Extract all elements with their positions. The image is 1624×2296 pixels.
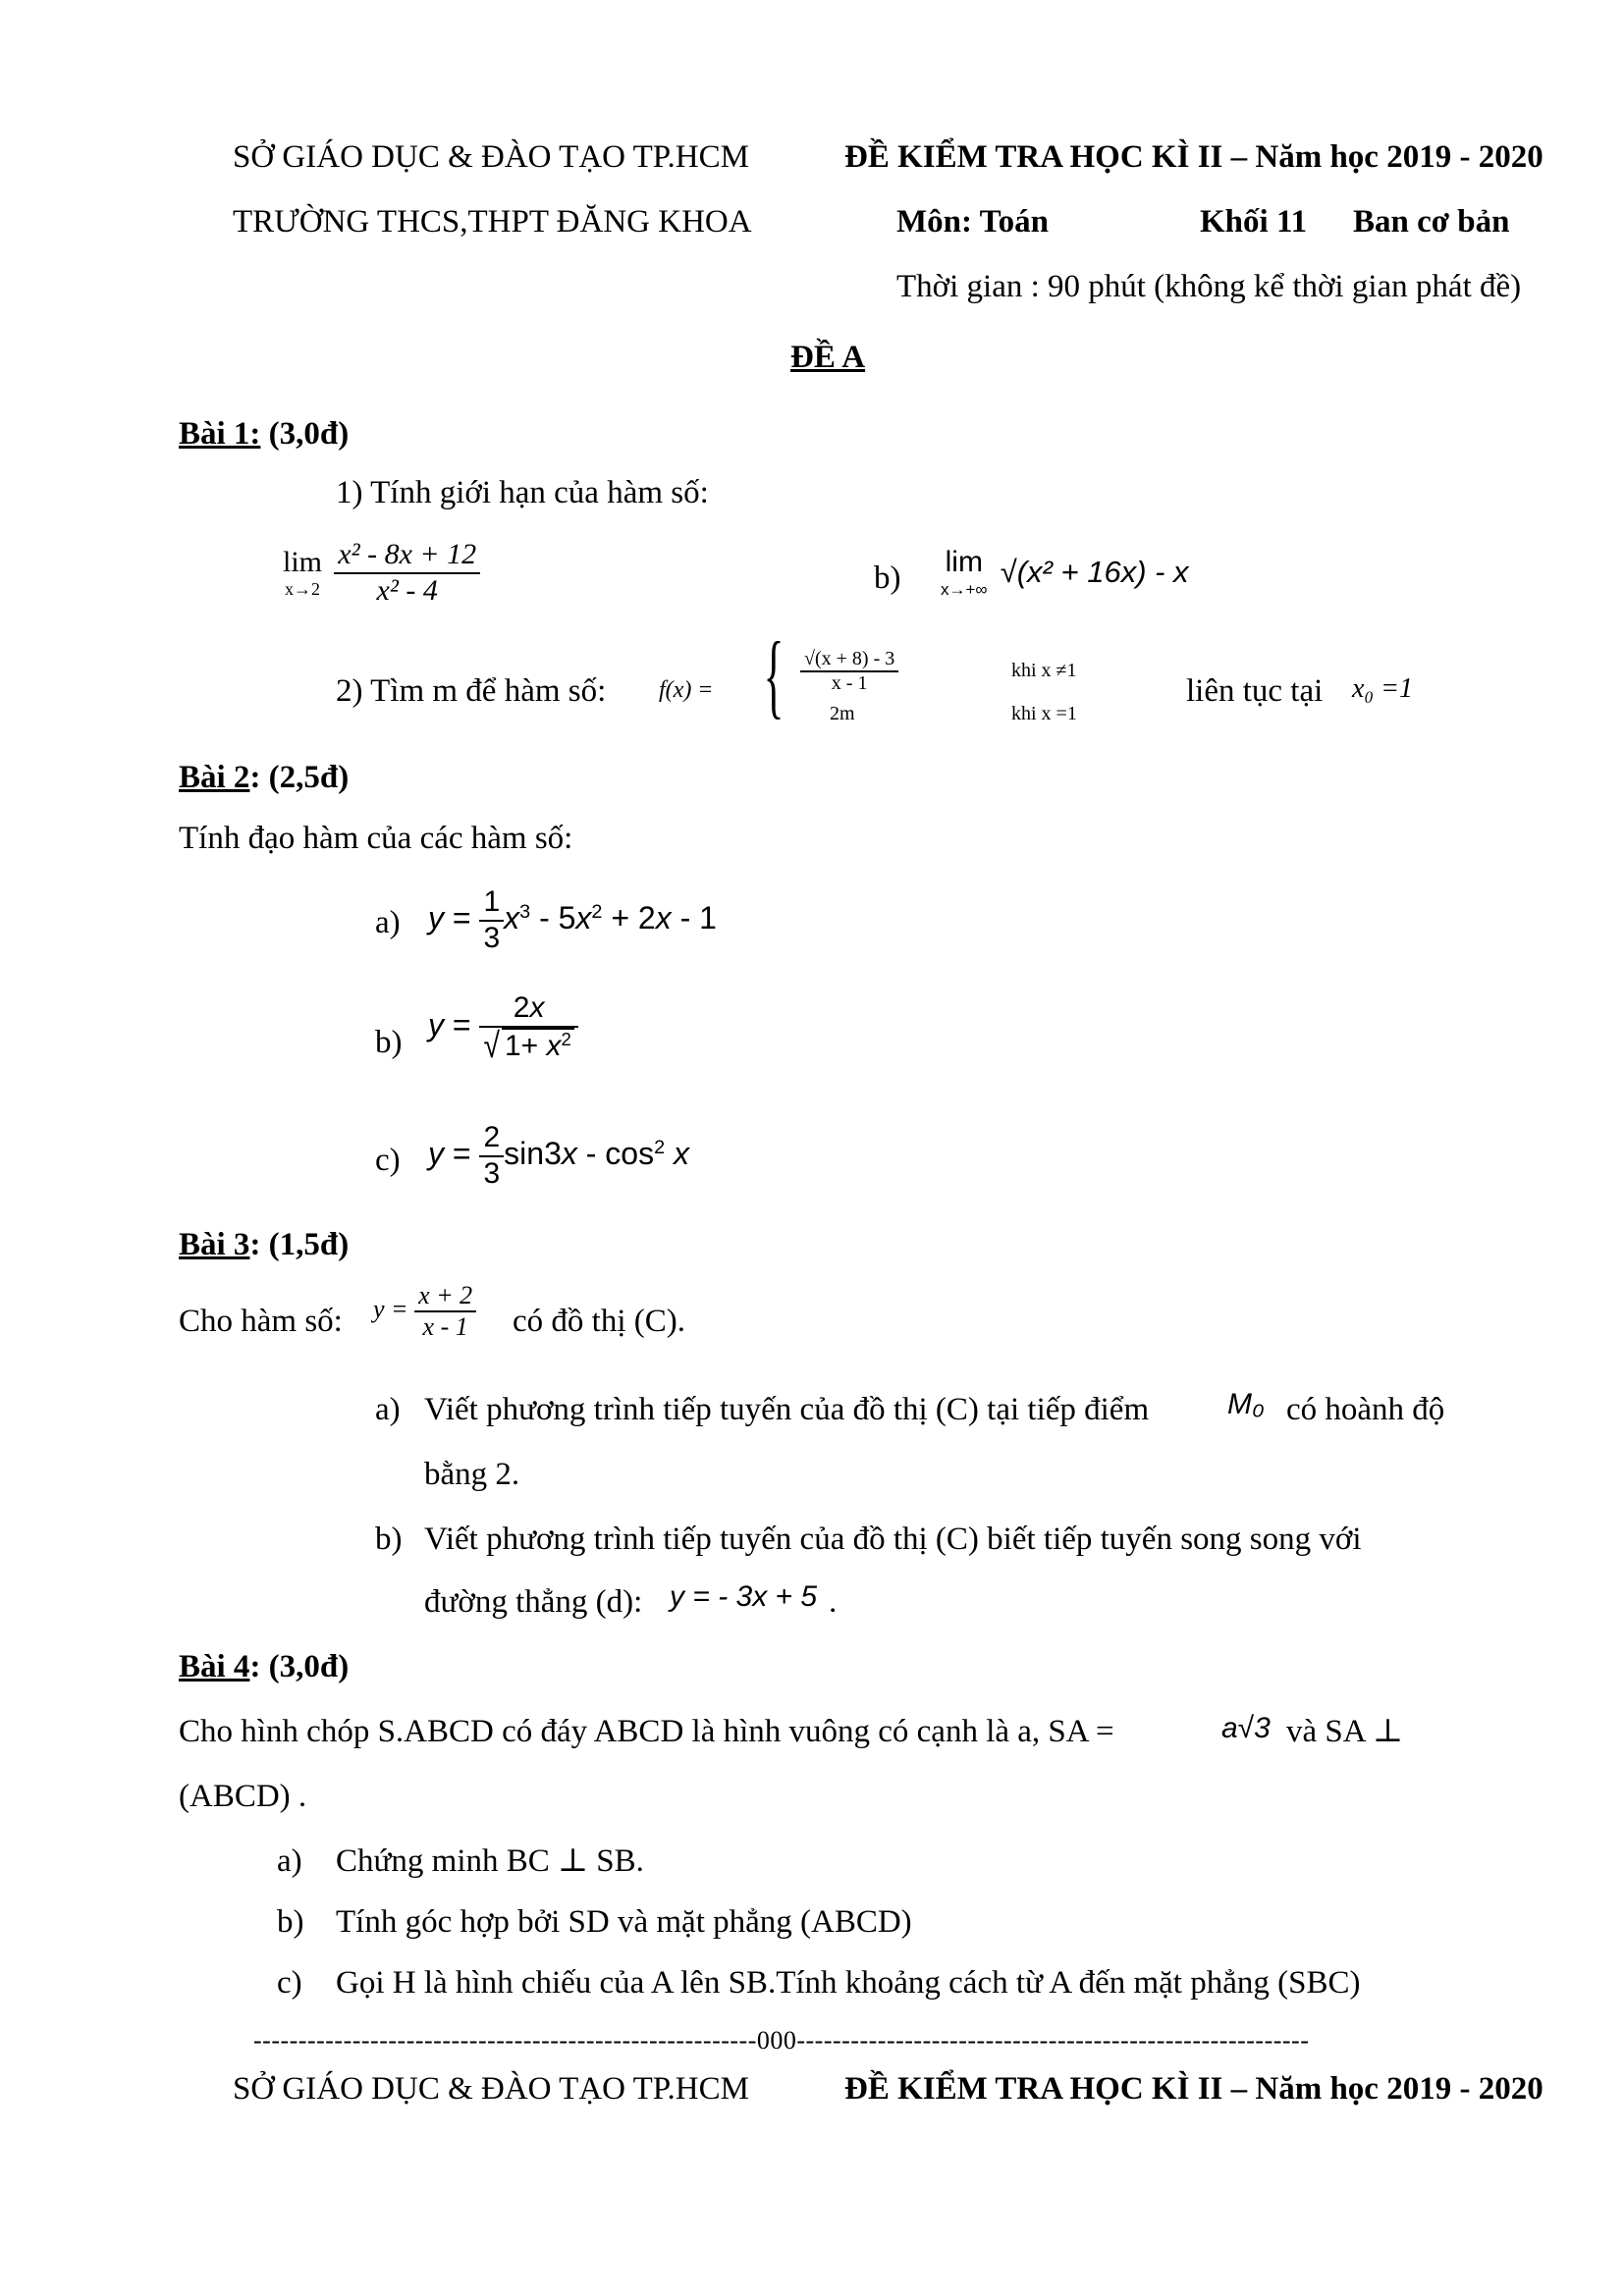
footer-dept: SỞ GIÁO DỤC & ĐÀO TẠO TP.HCM [233,2071,749,2107]
bai3-intro-pre: Cho hàm số: [179,1304,343,1339]
header-track: Ban cơ bản [1353,204,1510,240]
bai3-a-line1-tail: có hoành độ [1286,1392,1445,1427]
bai2-c-label: c) [375,1143,401,1178]
bai2-a-expr: y = $\frac{1}{3}$ $x^3 - 5x^2 + 2x - 1$ [428,885,717,954]
bai3-b-line2: đường thẳng (d): [424,1584,643,1620]
bai4-label: Bài 4 [179,1649,250,1684]
piece-case1-den: x - 1 [831,672,868,694]
bai4-line1-post: và SA ⊥ [1286,1714,1404,1749]
bai1-item2-tail: liên tục tại [1186,673,1324,709]
bai1-item1: 1) Tính giới hạn của hàm số: [336,475,709,510]
bai3-b-label: b) [375,1522,403,1557]
bai3-a-line1: Viết phương trình tiếp tuyến của đồ thị (C) tại tiếp điểm [424,1392,1150,1427]
bai1-heading [179,416,349,454]
bai4-a-text: Chứng minh BC ⊥ SB. [336,1843,644,1879]
lim-b-lim: lim [945,546,983,578]
bai4-a-label: a) [277,1843,302,1879]
lim-a-denominator: x² - 4 [376,573,438,607]
header-school: TRƯỜNG THCS,THPT ĐĂNG KHOA [233,204,752,240]
bai1-limit-a [279,538,480,608]
bai1-label: Bài 1: [179,416,261,452]
header-exam-title: ĐỀ KIỂM TRA HỌC KÌ II – Năm học 2019 - 2020 [844,139,1543,175]
bai4-sa-value: a√3 [1221,1712,1271,1744]
footer-exam-title: ĐỀ KIỂM TRA HỌC KÌ II – Năm học 2019 - 2020 [844,2071,1543,2107]
bai3-a-line2: bằng 2. [424,1457,520,1492]
bai4-points: : (3,0đ) [249,1649,350,1684]
separator: --------------------------------------------------------000--------------------------------------------------------- [253,2026,1310,2055]
piece-brace: { [763,622,785,727]
bai4-b-text: Tính góc hợp bởi SD và mặt phẳng (ABCD) [336,1904,912,1940]
bai1-limit-b [937,546,1189,599]
bai3-points: : (1,5đ) [249,1227,350,1262]
bai3-b-eq: y = - 3x + 5 [670,1580,818,1613]
header-dept: SỞ GIÁO DỤC & ĐÀO TẠO TP.HCM [233,139,749,175]
bai1-item2: 2) Tìm m để hàm số: [336,673,607,709]
piece-case1-frac [800,648,898,695]
lim-b-expr: √(x² + 16x) - x [1000,555,1189,590]
lim-a-numerator: x² - 8x + 12 [334,538,480,574]
bai2-points: : (2,5đ) [249,760,350,795]
bai1-limit-b-label: b) [874,561,901,596]
piece-case1-num: √(x + 8) - 3 [800,648,898,672]
bai3-a-m0: M₀ [1227,1388,1265,1420]
header-time: Thời gian : 90 phút (không kể thời gian phát đề) [896,269,1522,304]
bai3-b-line1: Viết phương trình tiếp tuyến của đồ thị (C) biết tiếp tuyến song song với [424,1522,1362,1557]
header-grade: Khối 11 [1200,204,1308,240]
bai2-heading [179,760,349,797]
bai4-c-label: c) [277,1965,302,2001]
bai4-b-label: b) [277,1904,304,1940]
piece-f: f(x) = [659,677,714,703]
bai4-heading [179,1649,349,1686]
bai2-a-label: a) [375,905,401,940]
bai4-line2: (ABCD) . [179,1779,307,1814]
bai3-heading [179,1227,349,1264]
piece-case1-cond: khi x ≠1 [1011,660,1077,681]
bai4-line1-pre: Cho hình chóp S.ABCD có đáy ABCD là hình vuông có cạnh là a, SA = [179,1714,1114,1749]
bai3-func: y = $\frac{x + 2}{x - 1}$ [373,1281,476,1342]
bai3-a-label: a) [375,1392,401,1427]
bai3-b-dot: . [829,1584,838,1620]
piece-case2-cond: khi x =1 [1011,703,1077,724]
lim-a-lim: lim [283,545,323,578]
bai3-label: Bài 3 [179,1227,250,1262]
bai2-b-label: b) [375,1025,403,1060]
exam-code-title: ĐỀ A [790,340,866,375]
bai2-b-expr: y = $\frac{2x}{√ 1+ x^2}$ [428,991,578,1063]
bai2-c-expr: y = $\frac{2}{3}$ $\sin 3x - \cos^2 x$ [428,1121,690,1190]
lim-a-under: x→2 [285,579,320,600]
header-subject: Môn: Toán [896,204,1049,240]
piece-case2: 2m [830,703,855,724]
bai3-intro-post: có đồ thị (C). [513,1304,685,1339]
bai4-c-text: Gọi H là hình chiếu của A lên SB.Tính khoảng cách từ A đến mặt phẳng (SBC) [336,1965,1361,2001]
lim-b-under: x→+∞ [941,579,988,599]
bai2-label: Bài 2 [179,760,250,795]
bai1-x0: x₀ =1 [1352,673,1414,704]
bai1-points: (3,0đ) [268,416,350,452]
bai2-intro: Tính đạo hàm của các hàm số: [179,821,573,856]
